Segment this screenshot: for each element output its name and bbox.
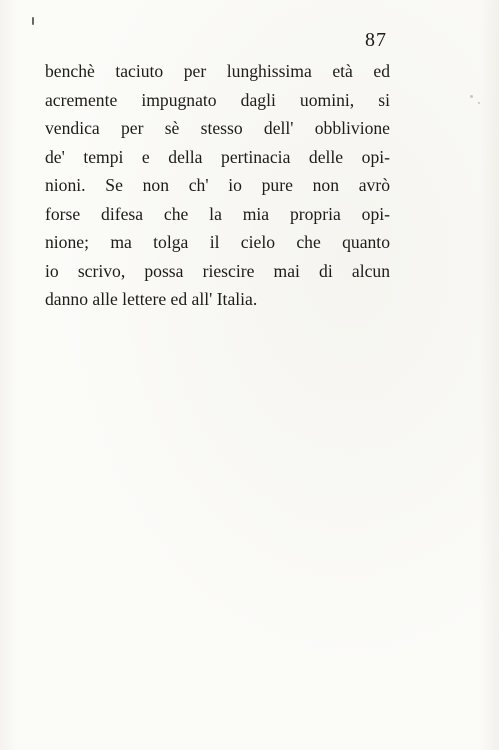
text-line: io scrivo, possa riescire mai di alcun xyxy=(45,260,390,281)
text-line: nioni. Se non ch' io pure non avrò xyxy=(45,175,390,195)
ink-mark xyxy=(32,17,34,25)
body-text xyxy=(45,57,390,314)
text-line: vendica per sè stesso dell' obblivione xyxy=(45,118,390,138)
page-number: 87 xyxy=(365,29,387,51)
text-line: de' tempi e della pertinacia delle opi- xyxy=(45,146,390,167)
text-line: nione; ma tolga il cielo che quanto xyxy=(45,232,390,252)
paper-speck xyxy=(470,95,473,98)
text-line: forse difesa che la mia propria opi- xyxy=(45,203,390,224)
text-line: acremente impugnato dagli uomini, si xyxy=(45,89,390,110)
text-line: benchè taciuto per lunghissima età ed xyxy=(45,61,390,81)
text-line-last: danno alle lettere ed all' Italia. xyxy=(45,289,258,309)
paper-speck xyxy=(478,102,480,104)
